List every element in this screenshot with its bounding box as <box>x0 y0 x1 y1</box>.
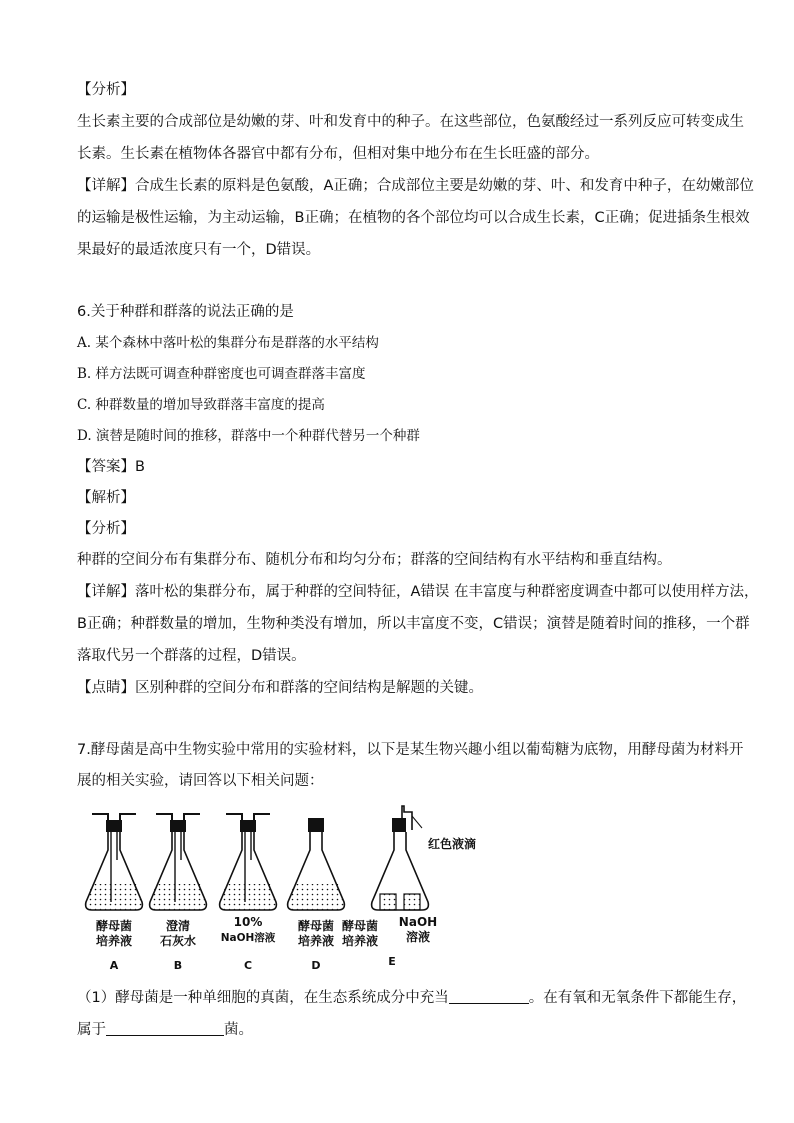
text-line: 果最好的最适浓度只有一个，D错误。 <box>77 242 321 258</box>
text-line: 种群的空间分布有集群分布、随机分布和均匀分布；群落的空间结构有水平结构和垂直结构。 <box>77 552 672 568</box>
text-line: B正确；种群数量的增加，生物种类没有增加，所以丰富度不变，C错误；演替是随着时间的推移，一个群 <box>77 616 750 632</box>
flask-a <box>86 814 143 972</box>
flask-e <box>342 806 476 968</box>
question-7-part-1-cont <box>77 1020 253 1040</box>
q1-text-a: （1）酵母菌是一种单细胞的真菌，在生态系统成分中充当 <box>77 990 449 1006</box>
flask-c <box>220 814 277 972</box>
analysis-heading-1: 【分析】 <box>77 82 135 98</box>
question-7-part-1 <box>77 988 746 1008</box>
flask-a-label-2: 培养液 <box>95 934 133 948</box>
key-point-line: 【点睛】区别种群的空间分布和群落的空间结构是解题的关键。 <box>77 680 483 696</box>
flask-c-label-2: NaOH溶液 <box>220 932 276 944</box>
flask-b-label-2: 石灰水 <box>159 934 197 948</box>
flask-a-letter: A <box>109 959 119 972</box>
detail-line: 【详解】落叶松的集群分布，属于种群的空间特征，A错误 在丰富度与种群密度调查中都可以使用样方法， <box>77 584 759 600</box>
flask-e-left-label-1: 酵母菌 <box>341 919 379 933</box>
question-6-stem: 6.关于种群和群落的说法正确的是 <box>77 304 294 320</box>
flask-e-left-label-2: 培养液 <box>341 934 379 948</box>
answer-blank-1[interactable] <box>449 988 529 1004</box>
question-7-stem: 7.酵母菌是高中生物实验中常用的实验材料，以下是某生物兴趣小组以葡萄糖为底物，用酵母菌为材料开 <box>77 742 744 758</box>
flask-e-right-label-2: 溶液 <box>405 930 431 944</box>
option-d: D. 演替是随时间的推移，群落中一个种群代替另一个种群 <box>77 428 420 444</box>
yeast-experiment-figure <box>78 802 478 977</box>
flask-b <box>150 814 207 972</box>
analysis-heading-2: 【分析】 <box>77 521 135 537</box>
text-line: 生长素主要的合成部位是幼嫩的芽、叶和发育中的种子。在这些部位，色氨酸经过一系列反应可转变成生 <box>77 114 744 130</box>
flask-b-letter: B <box>173 959 183 972</box>
explanation-heading: 【解析】 <box>77 490 135 506</box>
flask-d <box>288 818 345 972</box>
text-line: 展的相关实验，请回答以下相关问题： <box>77 773 324 789</box>
flask-d-letter: D <box>311 959 321 972</box>
q1-text-b: 。在有氧和无氧条件下都能生存， <box>528 990 747 1006</box>
text-line: 的运输是极性运输，为主动运输，B正确；在植物的各个部位均可以合成生长素，C正确；促进插条生根效 <box>77 210 750 226</box>
text-line: 落取代另一个群落的过程，D错误。 <box>77 648 306 664</box>
flask-a-label-1: 酵母菌 <box>95 919 133 933</box>
option-a: A. 某个森林中落叶松的集群分布是群落的水平结构 <box>77 335 379 351</box>
flask-c-label-1: 10% <box>233 915 263 929</box>
flask-b-label-1: 澄清 <box>165 919 191 933</box>
q1-text-d: 菌。 <box>224 1022 253 1038</box>
q1-text-c: 属于 <box>77 1022 106 1038</box>
detail-line: 【详解】合成生长素的原料是色氨酸，A正确；合成部位主要是幼嫩的芽、叶、和发育中种子，在幼嫩部位 <box>77 178 754 194</box>
text-line: 长素。生长素在植物体各器官中都有分布，但相对集中地分布在生长旺盛的部分。 <box>77 146 599 162</box>
red-drop-label: 红色液滴 <box>428 837 477 851</box>
flask-e-right-label-1: NaOH <box>398 915 438 929</box>
flask-c-letter: C <box>243 959 253 972</box>
option-c: C. 种群数量的增加导致群落丰富度的提高 <box>77 397 325 413</box>
flask-e-letter: E <box>388 955 396 968</box>
answer-line: 【答案】B <box>77 459 145 475</box>
flask-d-label-2: 培养液 <box>297 934 335 948</box>
flask-d-label-1: 酵母菌 <box>297 919 335 933</box>
option-b: B. 样方法既可调查种群密度也可调查群落丰富度 <box>77 366 366 382</box>
answer-blank-2[interactable] <box>106 1020 224 1036</box>
